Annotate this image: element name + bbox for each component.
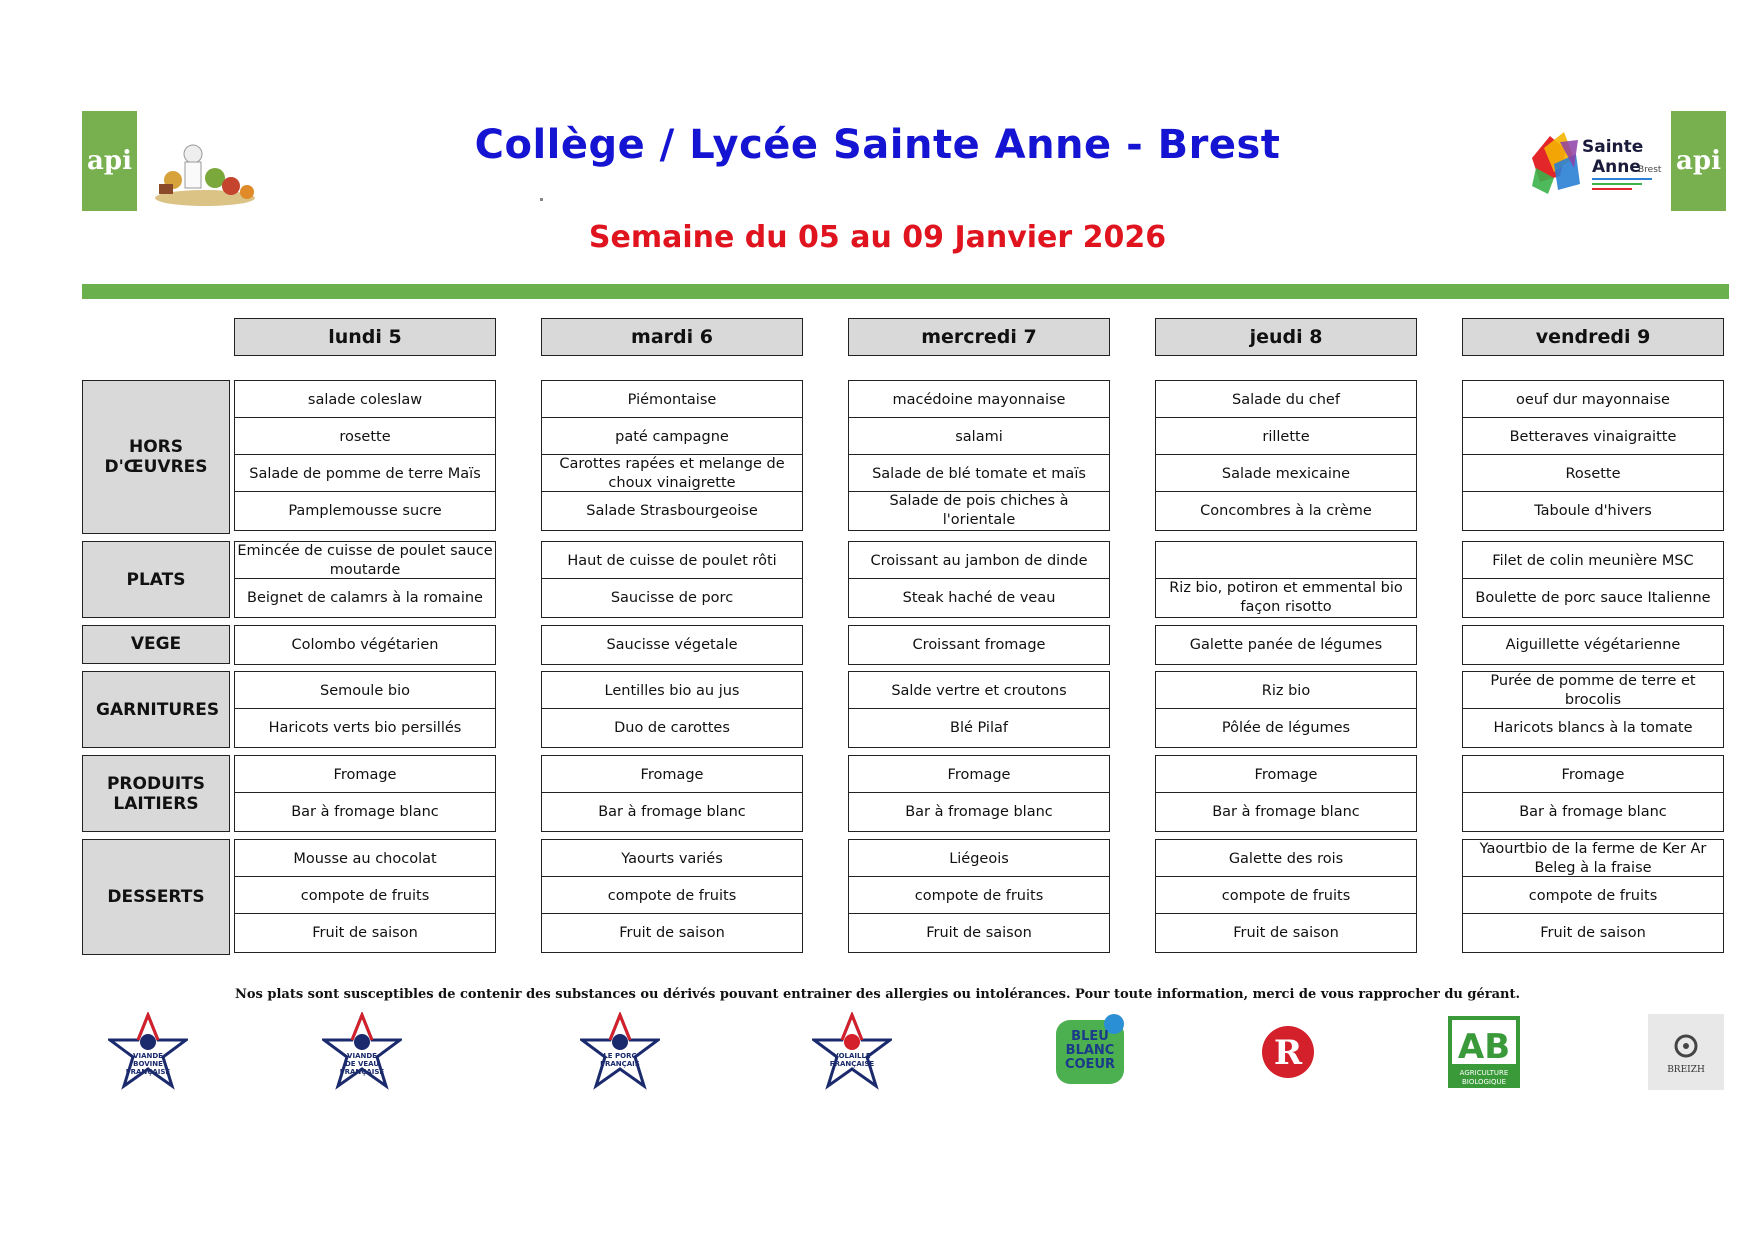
agriculture-biologique-badge [1444, 1012, 1524, 1092]
menu-cell: Duo de carottes [541, 708, 803, 748]
api-logo-text: api [87, 146, 132, 176]
menu-cell: Bar à fromage blanc [541, 792, 803, 832]
menu-cell: Salade de pois chiches à l'orientale [848, 491, 1110, 531]
green-divider-band [82, 284, 1729, 299]
menu-cell: Carottes rapées et melange de choux vinaigrette [541, 454, 803, 494]
badge-text: AB [1457, 1027, 1511, 1067]
menu-cell: Saucisse végetale [541, 625, 803, 665]
day-header: mercredi 7 [848, 318, 1110, 356]
viande-de-veau-francaise-badge [322, 1012, 402, 1092]
menu-cell: Fruit de saison [1155, 913, 1417, 953]
decorative-dot [540, 198, 543, 201]
menu-cell: Boulette de porc sauce Italienne [1462, 578, 1724, 618]
badge-text: BOVINE [133, 1060, 163, 1068]
bleu-blanc-coeur-badge [1050, 1012, 1130, 1092]
category-label: HORS D'ŒUVRES [82, 380, 230, 534]
badge-text: BIOLOGIQUE [1461, 1078, 1507, 1086]
badge-text: VIANDE [133, 1052, 163, 1060]
menu-cell: Galette panée de légumes [1155, 625, 1417, 665]
menu-cell: Saucisse de porc [541, 578, 803, 618]
menu-cell: Galette des rois [1155, 839, 1417, 879]
menu-cell: Lentilles bio au jus [541, 671, 803, 711]
menu-cell: Pôlée de légumes [1155, 708, 1417, 748]
page-title: Collège / Lycée Sainte Anne - Brest [474, 122, 1281, 168]
breizh-badge [1646, 1012, 1726, 1092]
menu-cell: Beignet de calamrs à la romaine [234, 578, 496, 618]
menu-cell: salami [848, 417, 1110, 457]
menu-cell: compote de fruits [1155, 876, 1417, 916]
menu-cell: Emincée de cuisse de poulet sauce moutarde [234, 541, 496, 581]
menu-cell: Bar à fromage blanc [234, 792, 496, 832]
menu-cell [1155, 541, 1417, 581]
label-rouge-badge [1248, 1012, 1328, 1092]
menu-cell: Fromage [848, 755, 1110, 795]
menu-cell: compote de fruits [541, 876, 803, 916]
le-porc-francais-badge [580, 1012, 660, 1092]
menu-cell: Mousse au chocolat [234, 839, 496, 879]
badge-text: AGRICULTURE [1459, 1069, 1509, 1077]
category-label: PLATS [82, 541, 230, 618]
menu-cell: Fruit de saison [541, 913, 803, 953]
menu-cell: Croissant au jambon de dinde [848, 541, 1110, 581]
menu-cell: Haricots verts bio persillés [234, 708, 496, 748]
menu-cell: Bar à fromage blanc [1462, 792, 1724, 832]
menu-cell: Liégeois [848, 839, 1110, 879]
sainte-anne-logo-line1: Sainte [1582, 137, 1644, 157]
menu-cell: Fruit de saison [848, 913, 1110, 953]
badge-text: FRANÇAISE [829, 1060, 875, 1068]
day-header: mardi 6 [541, 318, 803, 356]
day-header: jeudi 8 [1155, 318, 1417, 356]
menu-cell: Bar à fromage blanc [1155, 792, 1417, 832]
menu-cell: compote de fruits [848, 876, 1110, 916]
menu-cell: Haricots blancs à la tomate [1462, 708, 1724, 748]
menu-cell: rosette [234, 417, 496, 457]
menu-cell: Haut de cuisse de poulet rôti [541, 541, 803, 581]
menu-cell: compote de fruits [234, 876, 496, 916]
viande-bovine-francaise-badge [108, 1012, 188, 1092]
badge-text: BLEU [1071, 1029, 1109, 1044]
menu-cell: Fruit de saison [1462, 913, 1724, 953]
allergy-notice: Nos plats sont susceptibles de contenir des substances ou dérivés pouvant entrainer des allergies ou intolérances. Pour toute information, merci de vous rapprocher du gérant. [234, 987, 1521, 1002]
menu-cell: Fromage [541, 755, 803, 795]
menu-cell: Fromage [1462, 755, 1724, 795]
badge-text: FRANÇAIS [600, 1060, 640, 1068]
menu-cell: Yaourtbio de la ferme de Ker Ar Beleg à la fraise [1462, 839, 1724, 879]
menu-cell: Yaourts variés [541, 839, 803, 879]
menu-cell: Betteraves vinaigraitte [1462, 417, 1724, 457]
menu-cell: salade coleslaw [234, 380, 496, 420]
menu-cell: Fromage [1155, 755, 1417, 795]
category-label: VEGE [82, 625, 230, 664]
menu-cell: Piémontaise [541, 380, 803, 420]
category-label: DESSERTS [82, 839, 230, 955]
menu-cell: Aiguillette végétarienne [1462, 625, 1724, 665]
menu-cell: Taboule d'hivers [1462, 491, 1724, 531]
menu-cell: Salade du chef [1155, 380, 1417, 420]
menu-cell: paté campagne [541, 417, 803, 457]
badge-text: BLANC [1065, 1043, 1115, 1058]
menu-cell: macédoine mayonnaise [848, 380, 1110, 420]
sainte-anne-logo-line2: Anne [1592, 157, 1641, 177]
menu-cell: rillette [1155, 417, 1417, 457]
sainte-anne-logo-line3: Brest [1638, 165, 1662, 175]
badge-text: VIANDE [347, 1052, 377, 1060]
badge-text: DE VEAU [344, 1060, 380, 1068]
badge-text: COEUR [1064, 1057, 1116, 1072]
menu-cell: Salade de pomme de terre Maïs [234, 454, 496, 494]
day-header: vendredi 9 [1462, 318, 1724, 356]
menu-cell: Colombo végétarien [234, 625, 496, 665]
menu-cell: Croissant fromage [848, 625, 1110, 665]
api-logo-text: api [1676, 146, 1721, 176]
menu-cell: Bar à fromage blanc [848, 792, 1110, 832]
menu-cell: Rosette [1462, 454, 1724, 494]
menu-cell: Pamplemousse sucre [234, 491, 496, 531]
category-label: GARNITURES [82, 671, 230, 748]
day-header: lundi 5 [234, 318, 496, 356]
menu-cell: Semoule bio [234, 671, 496, 711]
badge-text: FRANÇAISE [125, 1068, 171, 1076]
category-label: PRODUITS LAITIERS [82, 755, 230, 832]
volaille-francaise-badge [812, 1012, 892, 1092]
menu-cell: Riz bio, potiron et emmental bio façon risotto [1155, 578, 1417, 618]
menu-cell: Fromage [234, 755, 496, 795]
menu-cell: compote de fruits [1462, 876, 1724, 916]
menu-cell: Steak haché de veau [848, 578, 1110, 618]
menu-cell: Fruit de saison [234, 913, 496, 953]
badge-text: R [1273, 1033, 1303, 1073]
menu-cell: Salade Strasbourgeoise [541, 491, 803, 531]
badge-text: FRANÇAISE [339, 1068, 385, 1076]
menu-cell: Concombres à la crème [1155, 491, 1417, 531]
menu-cell: Riz bio [1155, 671, 1417, 711]
menu-cell: oeuf dur mayonnaise [1462, 380, 1724, 420]
badge-text: BREIZH [1667, 1065, 1705, 1075]
week-subtitle: Semaine du 05 au 09 Janvier 2026 [588, 220, 1167, 255]
menu-cell: Filet de colin meunière MSC [1462, 541, 1724, 581]
menu-cell: Blé Pilaf [848, 708, 1110, 748]
badge-text: LE PORC [603, 1052, 637, 1060]
menu-cell: Salade de blé tomate et maïs [848, 454, 1110, 494]
menu-cell: Purée de pomme de terre et brocolis [1462, 671, 1724, 711]
badge-text: VOLAILLE [833, 1052, 871, 1060]
menu-cell: Salde vertre et croutons [848, 671, 1110, 711]
menu-cell: Salade mexicaine [1155, 454, 1417, 494]
